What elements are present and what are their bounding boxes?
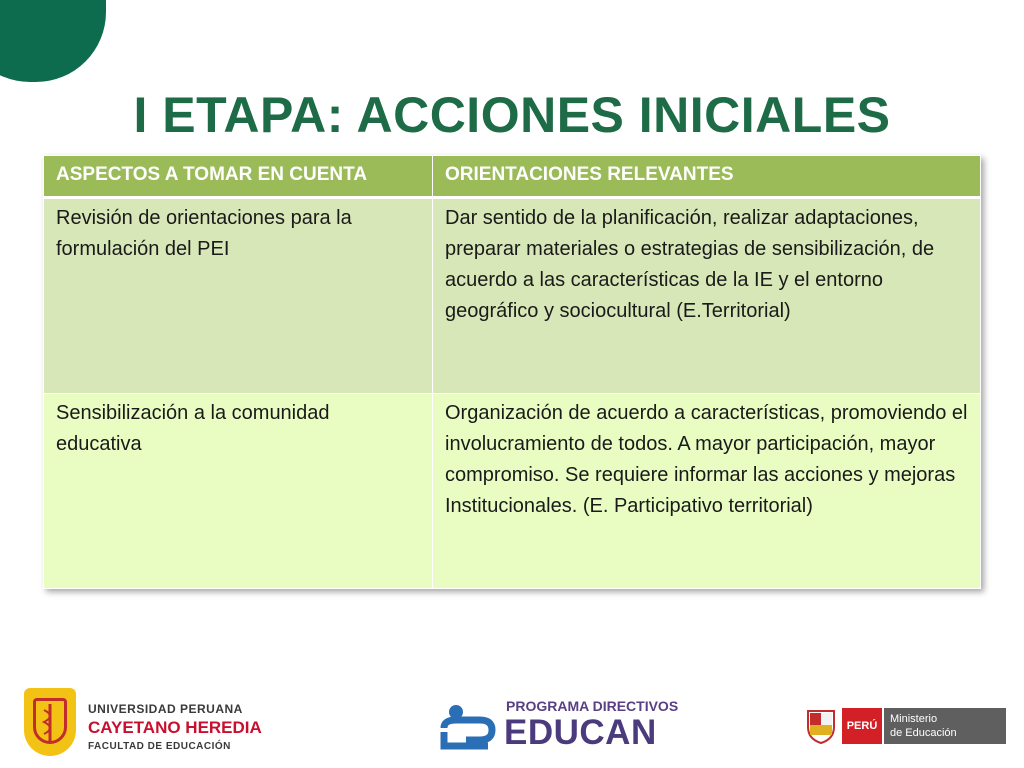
table-row: [44, 198, 981, 394]
peru-crest-icon: [804, 705, 838, 745]
university-shield-icon: [24, 688, 76, 756]
university-name-line2: CAYETANO HEREDIA: [88, 718, 262, 737]
educan-program-label: PROGRAMA DIRECTIVOS: [506, 698, 679, 714]
ministerio-educacion-logo: [800, 700, 1010, 750]
ministerio-label: [884, 708, 1006, 744]
educan-logo: [440, 694, 679, 754]
educan-symbol-icon: [440, 702, 500, 752]
table-row: [44, 394, 981, 589]
table-cell-aspect: Revisión de orientaciones para la formulación del PEI: [44, 198, 433, 394]
corner-decoration: [0, 0, 106, 82]
content-table: [43, 155, 981, 589]
peru-label: PERÚ: [842, 708, 882, 744]
ministerio-line2: de Educación: [890, 727, 957, 739]
cayetano-heredia-logo: [24, 688, 304, 758]
table-cell-orientation: Organización de acuerdo a características, promoviendo el involucramiento de todos. A mayor participación, mayor compromiso. Se requiere informar las acciones y mejoras Institucionales. (E. Participativo territorial): [433, 394, 981, 589]
table-header-aspects: ASPECTOS A TOMAR EN CUENTA: [44, 156, 433, 198]
table-header-row: [44, 156, 981, 198]
table-header-orientations: ORIENTACIONES RELEVANTES: [433, 156, 981, 198]
university-name-line1: UNIVERSIDAD PERUANA: [88, 702, 243, 716]
table-cell-aspect: Sensibilización a la comunidad educativa: [44, 394, 433, 589]
table-cell-orientation: Dar sentido de la planificación, realizar adaptaciones, preparar materiales o estrategias de sensibilización, de acuerdo a las características de la IE y el entorno geográfico y sociocultural (E.Territorial): [433, 198, 981, 394]
page-title: I ETAPA: ACCIONES INICIALES: [133, 87, 891, 143]
educan-wordmark: EDUCAN: [504, 713, 657, 752]
faculty-name: FACULTAD DE EDUCACIÓN: [88, 741, 231, 752]
ministerio-line1: Ministerio: [890, 713, 938, 725]
